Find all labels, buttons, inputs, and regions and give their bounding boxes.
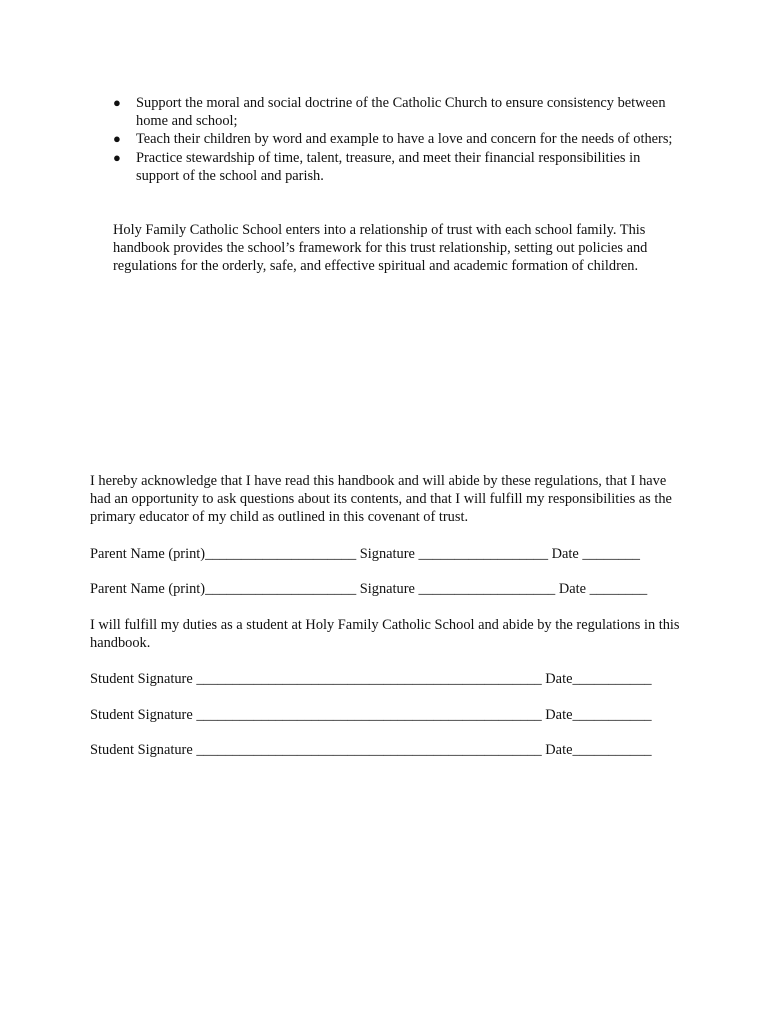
student-signature-line-2[interactable]: Student Signature ________________________________________________ Date___________: [90, 707, 652, 723]
intro-paragraph: Holy Family Catholic School enters into a relationship of trust with each school family. This handbook provides the school’s framework for this trust relationship, setting out policies and regulations for the orderly, safe, and effective spiritual and academic formation of children.: [113, 222, 648, 275]
student-signature-line-1[interactable]: Student Signature ________________________________________________ Date___________: [90, 671, 652, 687]
list-item-text: Teach their children by word and example to have a love and concern for the needs of others;: [136, 131, 673, 148]
parent-signature-line-1[interactable]: Parent Name (print)_____________________ Signature __________________ Date ________: [90, 546, 640, 562]
list-item-text: Practice stewardship of time, talent, treasure, and meet their financial responsibilities in support of the school and parish.: [136, 149, 641, 184]
bullet-icon: ●: [113, 95, 121, 110]
student-pledge-paragraph: I will fulfill my duties as a student at Holy Family Catholic School and abide by the regulations in this handbook.: [90, 617, 680, 652]
list-item: [113, 130, 683, 148]
parent-signature-line-2[interactable]: Parent Name (print)_____________________ Signature ___________________ Date ________: [90, 581, 648, 597]
list-item: [113, 149, 683, 185]
list-item: [113, 94, 683, 130]
parent-responsibilities-list: [113, 94, 683, 185]
bullet-icon: ●: [113, 149, 121, 165]
acknowledgment-paragraph: I hereby acknowledge that I have read this handbook and will abide by these regulations, that I have had an opportunity to ask questions about its contents, and that I will fulfill my responsibilities as the primary educator of my child as outlined in this covenant of trust.: [90, 473, 672, 526]
list-item-text: Support the moral and social doctrine of the Catholic Church to ensure consistency between home and school;: [136, 95, 666, 130]
bullet-icon: ●: [113, 131, 121, 147]
student-signature-line-3[interactable]: Student Signature ________________________________________________ Date___________: [90, 742, 652, 758]
